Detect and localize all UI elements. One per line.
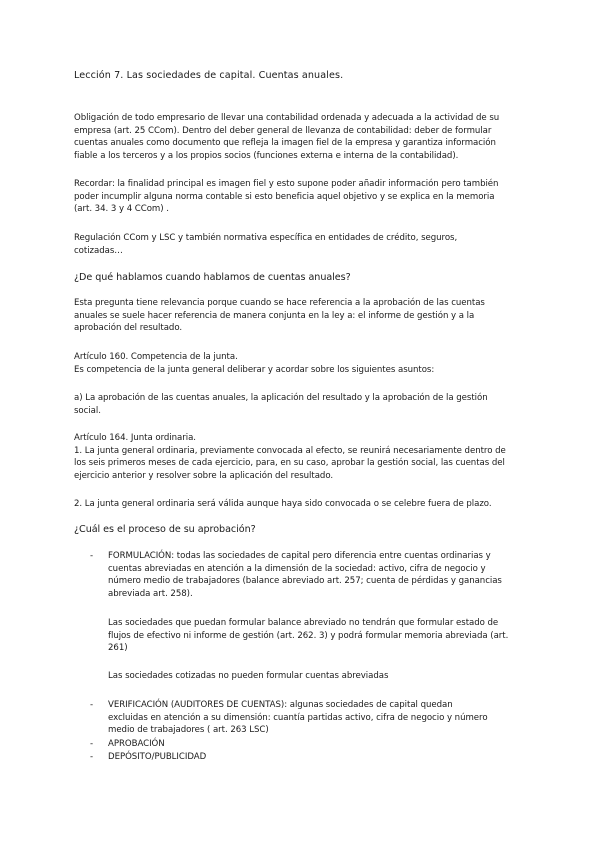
text-line: abreviada art. 258). <box>108 588 193 599</box>
paragraph-regulacion <box>74 232 524 257</box>
text-line: 261) <box>108 643 128 654</box>
text-line: cotizadas… <box>74 245 123 256</box>
text-line: FORMULACIÓN: todas las sociedades de capital pero diferencia entre cuentas ordinarias y <box>108 551 491 561</box>
text-line: poder incumplir alguna norma contable si esto beneficia aquel objetivo y se explica en la memoria <box>74 191 495 202</box>
paragraph-obligacion <box>74 112 524 162</box>
text-line: ejercicio anterior y resolver sobre la aplicación del resultado. <box>74 470 334 481</box>
text-line: Las sociedades cotizadas no pueden formular cuentas abreviadas <box>108 671 389 681</box>
text-line: Recordar: la finalidad principal es imagen fiel y esto supone poder añadir información pero también <box>74 179 499 189</box>
bullet-dash: - <box>90 752 94 762</box>
text-line: Esta pregunta tiene relevancia porque cuando se hace referencia a la aprobación de las cuentas <box>74 298 485 308</box>
text-line: número medio de trabajadores (balance abreviado art. 257; cuenta de pérdidas y ganancias <box>108 576 502 587</box>
text-line: social. <box>74 405 101 416</box>
list-note-balance-abreviado <box>108 617 528 655</box>
list-item-deposito <box>108 751 528 764</box>
title-text: Lección 7. Las sociedades de capital. Cuentas anuales. <box>74 70 344 81</box>
text-line: aprobación del resultado. <box>74 323 183 334</box>
text-line: Artículo 164. Junta ordinaria. <box>74 433 196 443</box>
document-title <box>74 70 524 83</box>
text-line: medio de trabajadores ( art. 263 LSC) <box>108 725 269 736</box>
text-line: anuales se suele hacer referencia de manera conjunta en la ley a: el informe de gestión y a la <box>74 310 475 321</box>
text-line: Artículo 160. Competencia de la junta. <box>74 352 238 362</box>
text-line: los seis primeros meses de cada ejercicio, para, en su caso, aprobar la gestión social, las cuentas del <box>74 458 505 469</box>
paragraph-recordar <box>74 178 524 216</box>
text-line: DEPÓSITO/PUBLICIDAD <box>108 752 207 762</box>
paragraph-articulo-160 <box>74 351 524 376</box>
paragraph-aprobacion-cuentas <box>74 392 524 417</box>
text-line: cuentas abreviadas en atención a la dimensión de la sociedad: activo, cifra de negocio y <box>108 563 486 574</box>
text-line: cuentas anuales como documento que refleja la imagen fiel de la empresa y garantiza información <box>74 138 496 149</box>
text-line: 2. La junta general ordinaria será válida aunque haya sido convocada o se celebre fuera de plazo. <box>74 499 492 509</box>
paragraph-relevancia <box>74 297 524 335</box>
list-item-formulacion <box>108 550 528 600</box>
text-line: (art. 34. 3 y 4 CCom) . <box>74 204 169 215</box>
list-item-verificacion <box>108 699 528 737</box>
list-note-cotizadas <box>108 670 528 683</box>
paragraph-articulo-164 <box>74 432 524 482</box>
section-heading-cuentas-anuales <box>74 271 524 285</box>
text-line: Obligación de todo empresario de llevar una contabilidad ordenada y adecuada a la actividad de su <box>74 113 500 123</box>
text-line: Las sociedades que puedan formular balance abreviado no tendrán que formular estado de <box>108 618 499 628</box>
heading-text: ¿Cuál es el proceso de su aprobación? <box>74 524 256 535</box>
text-line: Regulación CCom y LSC y también normativa específica en entidades de crédito, seguros, <box>74 233 458 243</box>
heading-text: ¿De qué hablamos cuando hablamos de cuentas anuales? <box>74 272 351 283</box>
list-item-aprobacion <box>108 738 528 751</box>
text-line: 1. La junta general ordinaria, previamente convocada al efecto, se reunirá necesariamente dentro de <box>74 445 506 456</box>
text-line: empresa (art. 25 CCom). Dentro del deber general de llevanza de contabilidad: deber de formular <box>74 125 492 136</box>
text-line: APROBACIÓN <box>108 739 165 749</box>
bullet-dash: - <box>90 700 94 710</box>
bullet-dash: - <box>90 739 94 749</box>
text-line: a) La aprobación de las cuentas anuales, la aplicación del resultado y la aprobación de la gestión <box>74 393 488 403</box>
text-line: fiable a los terceros y a los propios socios (funciones externa e interna de la contabilidad). <box>74 150 459 161</box>
text-line: flujos de efectivo ni informe de gestión (art. 262. 3) y podrá formular memoria abreviada (art. <box>108 630 509 641</box>
bullet-dash: - <box>90 551 94 561</box>
text-line: Es competencia de la junta general deliberar y acordar sobre los siguientes asuntos: <box>74 364 435 375</box>
paragraph-junta-valida <box>74 498 524 511</box>
section-heading-proceso <box>74 523 524 537</box>
text-line: VERIFICACIÓN (AUDITORES DE CUENTAS): algunas sociedades de capital quedan <box>108 700 453 710</box>
text-line: excluidas en atención a su dimensión: cuantía partidas activo, cifra de negocio y número <box>108 712 488 723</box>
